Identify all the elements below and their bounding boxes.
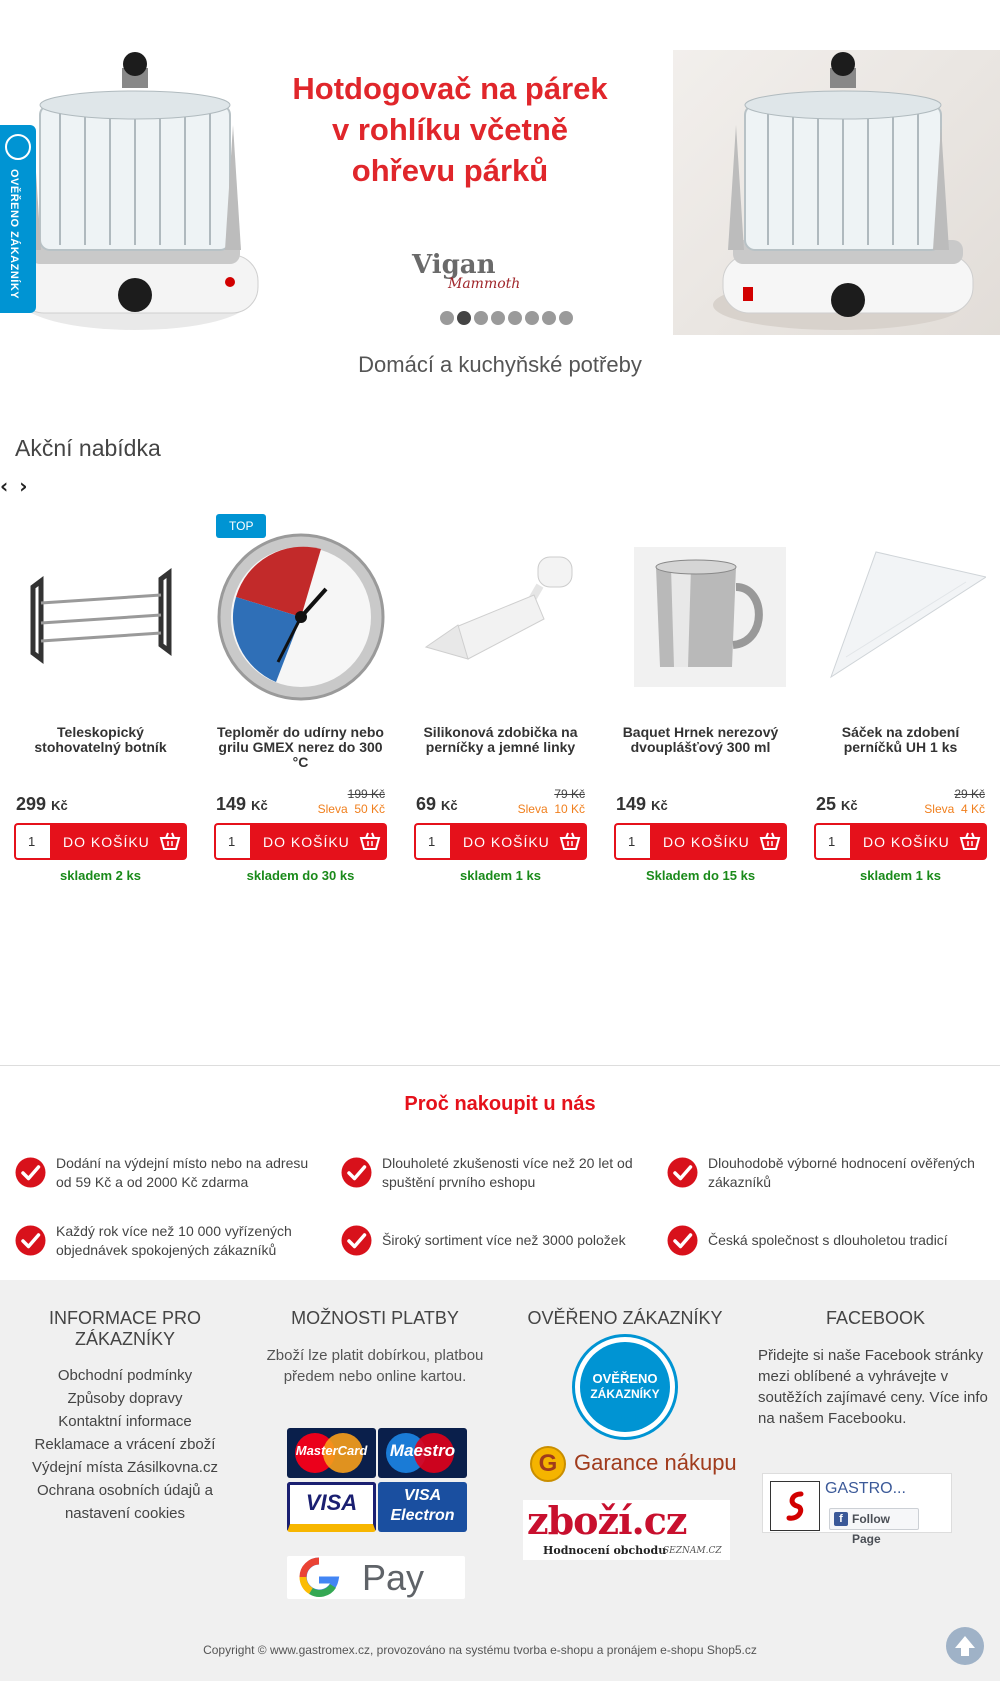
facebook-icon: f (834, 1512, 848, 1526)
basket-icon (559, 831, 581, 851)
seal-line: ZÁKAZNÍKY (590, 1387, 660, 1401)
slider-dot[interactable] (474, 311, 488, 325)
banner-title-line: Hotdogovač na párek (292, 71, 608, 106)
discount (318, 802, 385, 816)
benefit-item (15, 1218, 325, 1263)
mastercard-logo (287, 1428, 376, 1478)
brand-name: Vigan (412, 250, 496, 280)
price-value: 69 (416, 794, 437, 814)
seal-line: OVĚŘENO (592, 1371, 658, 1386)
quantity-input[interactable]: 1 (614, 823, 650, 860)
payment-description: Zboží lze platit dobírkou, platbou předem nebo online kartou. (266, 1347, 484, 1385)
product-card[interactable] (414, 512, 587, 892)
benefit-text: Dlouhodobě výborné hodnocení ověřených zákazníků (708, 1154, 975, 1190)
facebook-page-name[interactable]: GASTRO... (825, 1480, 906, 1497)
product-name[interactable]: Silikonová zdobička na perníčky a jemné linky (423, 724, 578, 755)
discount-value: 50 Kč (354, 802, 385, 816)
brand-sub: Mammoth (448, 276, 521, 292)
price-value: 149 (216, 794, 247, 814)
slider-dot[interactable] (525, 311, 539, 325)
top-badge: TOP (216, 514, 266, 538)
visa-electron-logo (378, 1482, 467, 1532)
verified-tab-label: OVĚŘENO ZÁKAZNÍKY (8, 169, 20, 300)
product-card[interactable] (14, 512, 187, 892)
heureka-seal-icon (5, 134, 31, 160)
product-card[interactable] (814, 512, 987, 892)
heureka-verified-seal[interactable] (572, 1334, 678, 1440)
check-icon (667, 1157, 698, 1188)
basket-icon (959, 831, 981, 851)
scroll-to-top-button[interactable] (946, 1627, 984, 1665)
add-to-cart-button[interactable] (650, 823, 787, 860)
add-to-cart-group (614, 823, 787, 860)
gastromex-logo (770, 1481, 820, 1531)
copyright: Copyright © www.gastromex.cz, provozováno na systému tvorba e-shopu a pronájem e-shopu Shop5.cz (203, 1643, 757, 1657)
price-currency: Kč (841, 798, 858, 813)
product-price (216, 794, 268, 815)
footer-link[interactable]: Obchodní podmínky (57, 1367, 193, 1384)
check-icon (341, 1157, 372, 1188)
garance-nakupu-badge[interactable] (528, 1444, 737, 1488)
product-name[interactable]: Sáček na zdobení perníčků UH 1 ks (841, 724, 960, 755)
add-to-cart-label: DO KOŠÍKU (263, 833, 350, 850)
product-price (816, 794, 858, 815)
add-to-cart-label: DO KOŠÍKU (63, 833, 150, 850)
seal-brand: Heureka (603, 1413, 647, 1425)
footer-link[interactable]: Způsoby dopravy (67, 1390, 183, 1407)
product-image[interactable] (14, 532, 187, 702)
gpay-label: Pay (362, 1557, 425, 1598)
follow-page-button[interactable] (829, 1508, 919, 1546)
stock-status: skladem 1 ks (860, 868, 941, 883)
slider-dot[interactable] (559, 311, 573, 325)
discount-value: 4 Kč (960, 802, 985, 816)
offers-heading: Akční nabídka (15, 435, 161, 461)
footer-facebook-column (758, 1308, 993, 1429)
benefit-text: Široký sortiment více než 3000 položek (382, 1232, 626, 1248)
footer-payment-heading: MOŽNOSTI PLATBY (291, 1308, 459, 1328)
old-price: 29 Kč (954, 787, 985, 801)
product-name[interactable]: Baquet Hrnek nerezový dvouplášťový 300 ml (622, 724, 779, 755)
quantity-input[interactable]: 1 (414, 823, 450, 860)
google-pay-logo (287, 1556, 465, 1599)
old-price: 199 Kč (347, 787, 385, 801)
slider-dot-active[interactable] (457, 311, 471, 325)
seznam-label: SEZNAM.CZ (663, 1546, 722, 1556)
stock-status: skladem do 30 ks (246, 868, 355, 883)
price-value: 149 (616, 794, 647, 814)
verified-customers-tab[interactable] (0, 125, 36, 313)
product-card[interactable] (614, 512, 787, 892)
quantity-input[interactable]: 1 (214, 823, 250, 860)
google-g-icon (289, 1556, 349, 1599)
benefit-text: Česká společnost s dlouholetou tradicí (708, 1232, 948, 1248)
price-value: 299 (16, 794, 47, 814)
price-value: 25 (816, 794, 837, 814)
footer-link[interactable]: Ochrana osobních údajů a nastavení cookies (37, 1482, 213, 1522)
product-price (16, 794, 68, 815)
zbozi-cz-badge[interactable] (523, 1500, 730, 1560)
footer (0, 1280, 1000, 1681)
footer-info-column (20, 1308, 230, 1525)
quantity-input[interactable]: 1 (814, 823, 850, 860)
product-image[interactable] (214, 532, 387, 702)
facebook-page-widget[interactable] (762, 1473, 952, 1546)
add-to-cart-group (814, 823, 987, 860)
discount-label: Sleva (317, 802, 348, 816)
discount-label: Sleva (924, 802, 955, 816)
slider-dot[interactable] (542, 311, 556, 325)
card-label: VISA (305, 1490, 358, 1515)
footer-info-heading: INFORMACE PRO ZÁKAZNÍKY (48, 1308, 201, 1349)
footer-facebook-heading: FACEBOOK (825, 1308, 926, 1328)
benefit-text: Dodání na výdejní místo nebo na adresu od 59 Kč a od 2000 Kč zdarma (56, 1154, 309, 1190)
footer-link[interactable]: Výdejní místa Zásilkovna.cz (32, 1459, 218, 1476)
product-price (616, 794, 668, 815)
add-to-cart-button[interactable] (450, 823, 587, 860)
visa-logo (287, 1482, 376, 1532)
card-label: VISA Electron (390, 1487, 455, 1524)
basket-icon (159, 831, 181, 851)
footer-verified-heading: OVĚŘENO ZÁKAZNÍKY (527, 1308, 723, 1328)
stock-status: skladem 2 ks (60, 868, 141, 883)
discount-label: Sleva (517, 802, 548, 816)
hero-banner[interactable] (0, 50, 1000, 335)
section-divider (0, 1065, 1000, 1066)
follow-label: Follow Page (852, 1512, 890, 1546)
price-currency: Kč (251, 798, 268, 813)
garance-label: Garance nákupu (574, 1450, 737, 1475)
stock-status: Skladem do 15 ks (645, 868, 756, 883)
category-tagline: Domácí a kuchyňské potřeby (358, 352, 642, 377)
garance-g-icon: G (530, 1446, 566, 1482)
hotdog-machine-image-right (673, 50, 1000, 335)
arrow-up-icon (946, 1627, 984, 1665)
benefit-item (667, 1150, 977, 1195)
basket-icon (759, 831, 781, 851)
benefit-text: Každý rok více než 10 000 vyřízených objednávek spokojených zákazníků (56, 1222, 292, 1258)
product-card[interactable] (214, 512, 387, 892)
check-icon (341, 1225, 372, 1256)
hotdog-machine-image-left (0, 50, 270, 335)
vigan-mammoth-logo (400, 250, 530, 320)
price-currency: Kč (441, 798, 458, 813)
add-to-cart-label: DO KOŠÍKU (863, 833, 950, 850)
product-price (416, 794, 458, 815)
footer-link[interactable]: Kontaktní informace (58, 1413, 192, 1430)
zbozi-logo-text: zboží.cz (527, 1498, 687, 1543)
discount (518, 802, 585, 816)
card-label: MasterCard (295, 1443, 368, 1458)
discount-value: 10 Kč (554, 802, 585, 816)
banner-title-line: v rohlíku včetně (331, 112, 569, 147)
footer-link[interactable]: Reklamace a vrácení zboží (34, 1436, 216, 1453)
basket-icon (359, 831, 381, 851)
quantity-input[interactable]: 1 (14, 823, 50, 860)
product-name[interactable]: Teleskopický stohovatelný botník (34, 724, 167, 755)
banner-title-line: ohřevu párků (351, 153, 549, 188)
product-image[interactable] (414, 532, 587, 702)
footer-verified-column (515, 1308, 735, 1329)
benefit-item (341, 1218, 651, 1263)
product-carousel (0, 512, 1000, 892)
product-name[interactable]: Teploměr do udírny nebo grilu GMEX nerez do 300 °C (217, 724, 384, 770)
check-icon (667, 1225, 698, 1256)
facebook-description: Přidejte si naše Facebook stránky mezi oblíbené a vyhrávejte v soutěžích zajímavé ceny. Více info na našem Facebooku. (758, 1347, 988, 1427)
carousel-arrows[interactable]: ‹ › (0, 474, 30, 498)
benefit-item (341, 1150, 651, 1195)
benefit-item (15, 1150, 325, 1195)
add-to-cart-button[interactable] (50, 823, 187, 860)
product-image[interactable] (614, 532, 787, 702)
benefit-text: Dlouholeté zkušenosti více než 20 let od spuštění prvního eshopu (382, 1154, 633, 1190)
add-to-cart-group (214, 823, 387, 860)
discount (924, 802, 985, 816)
banner-headline (250, 68, 650, 191)
price-currency: Kč (51, 798, 68, 813)
add-to-cart-group (414, 823, 587, 860)
benefit-item (667, 1218, 977, 1263)
price-currency: Kč (651, 798, 668, 813)
card-label: Maestro (389, 1441, 456, 1460)
stock-status: skladem 1 ks (460, 868, 541, 883)
why-heading: Proč nakoupit u nás (404, 1093, 596, 1115)
slider-dot[interactable] (508, 311, 522, 325)
add-to-cart-button[interactable] (850, 823, 987, 860)
old-price: 79 Kč (554, 787, 585, 801)
check-icon (15, 1225, 46, 1256)
product-image[interactable] (814, 532, 987, 702)
slider-dot[interactable] (440, 311, 454, 325)
add-to-cart-label: DO KOŠÍKU (663, 833, 750, 850)
add-to-cart-label: DO KOŠÍKU (463, 833, 550, 850)
add-to-cart-group (14, 823, 187, 860)
check-icon (15, 1157, 46, 1188)
slider-dots (440, 311, 573, 325)
add-to-cart-button[interactable] (250, 823, 387, 860)
maestro-logo (378, 1428, 467, 1478)
footer-payment-column (265, 1308, 485, 1387)
payment-cards (287, 1428, 467, 1532)
slider-dot[interactable] (491, 311, 505, 325)
zbozi-sub: Hodnocení obchodu (543, 1544, 667, 1557)
